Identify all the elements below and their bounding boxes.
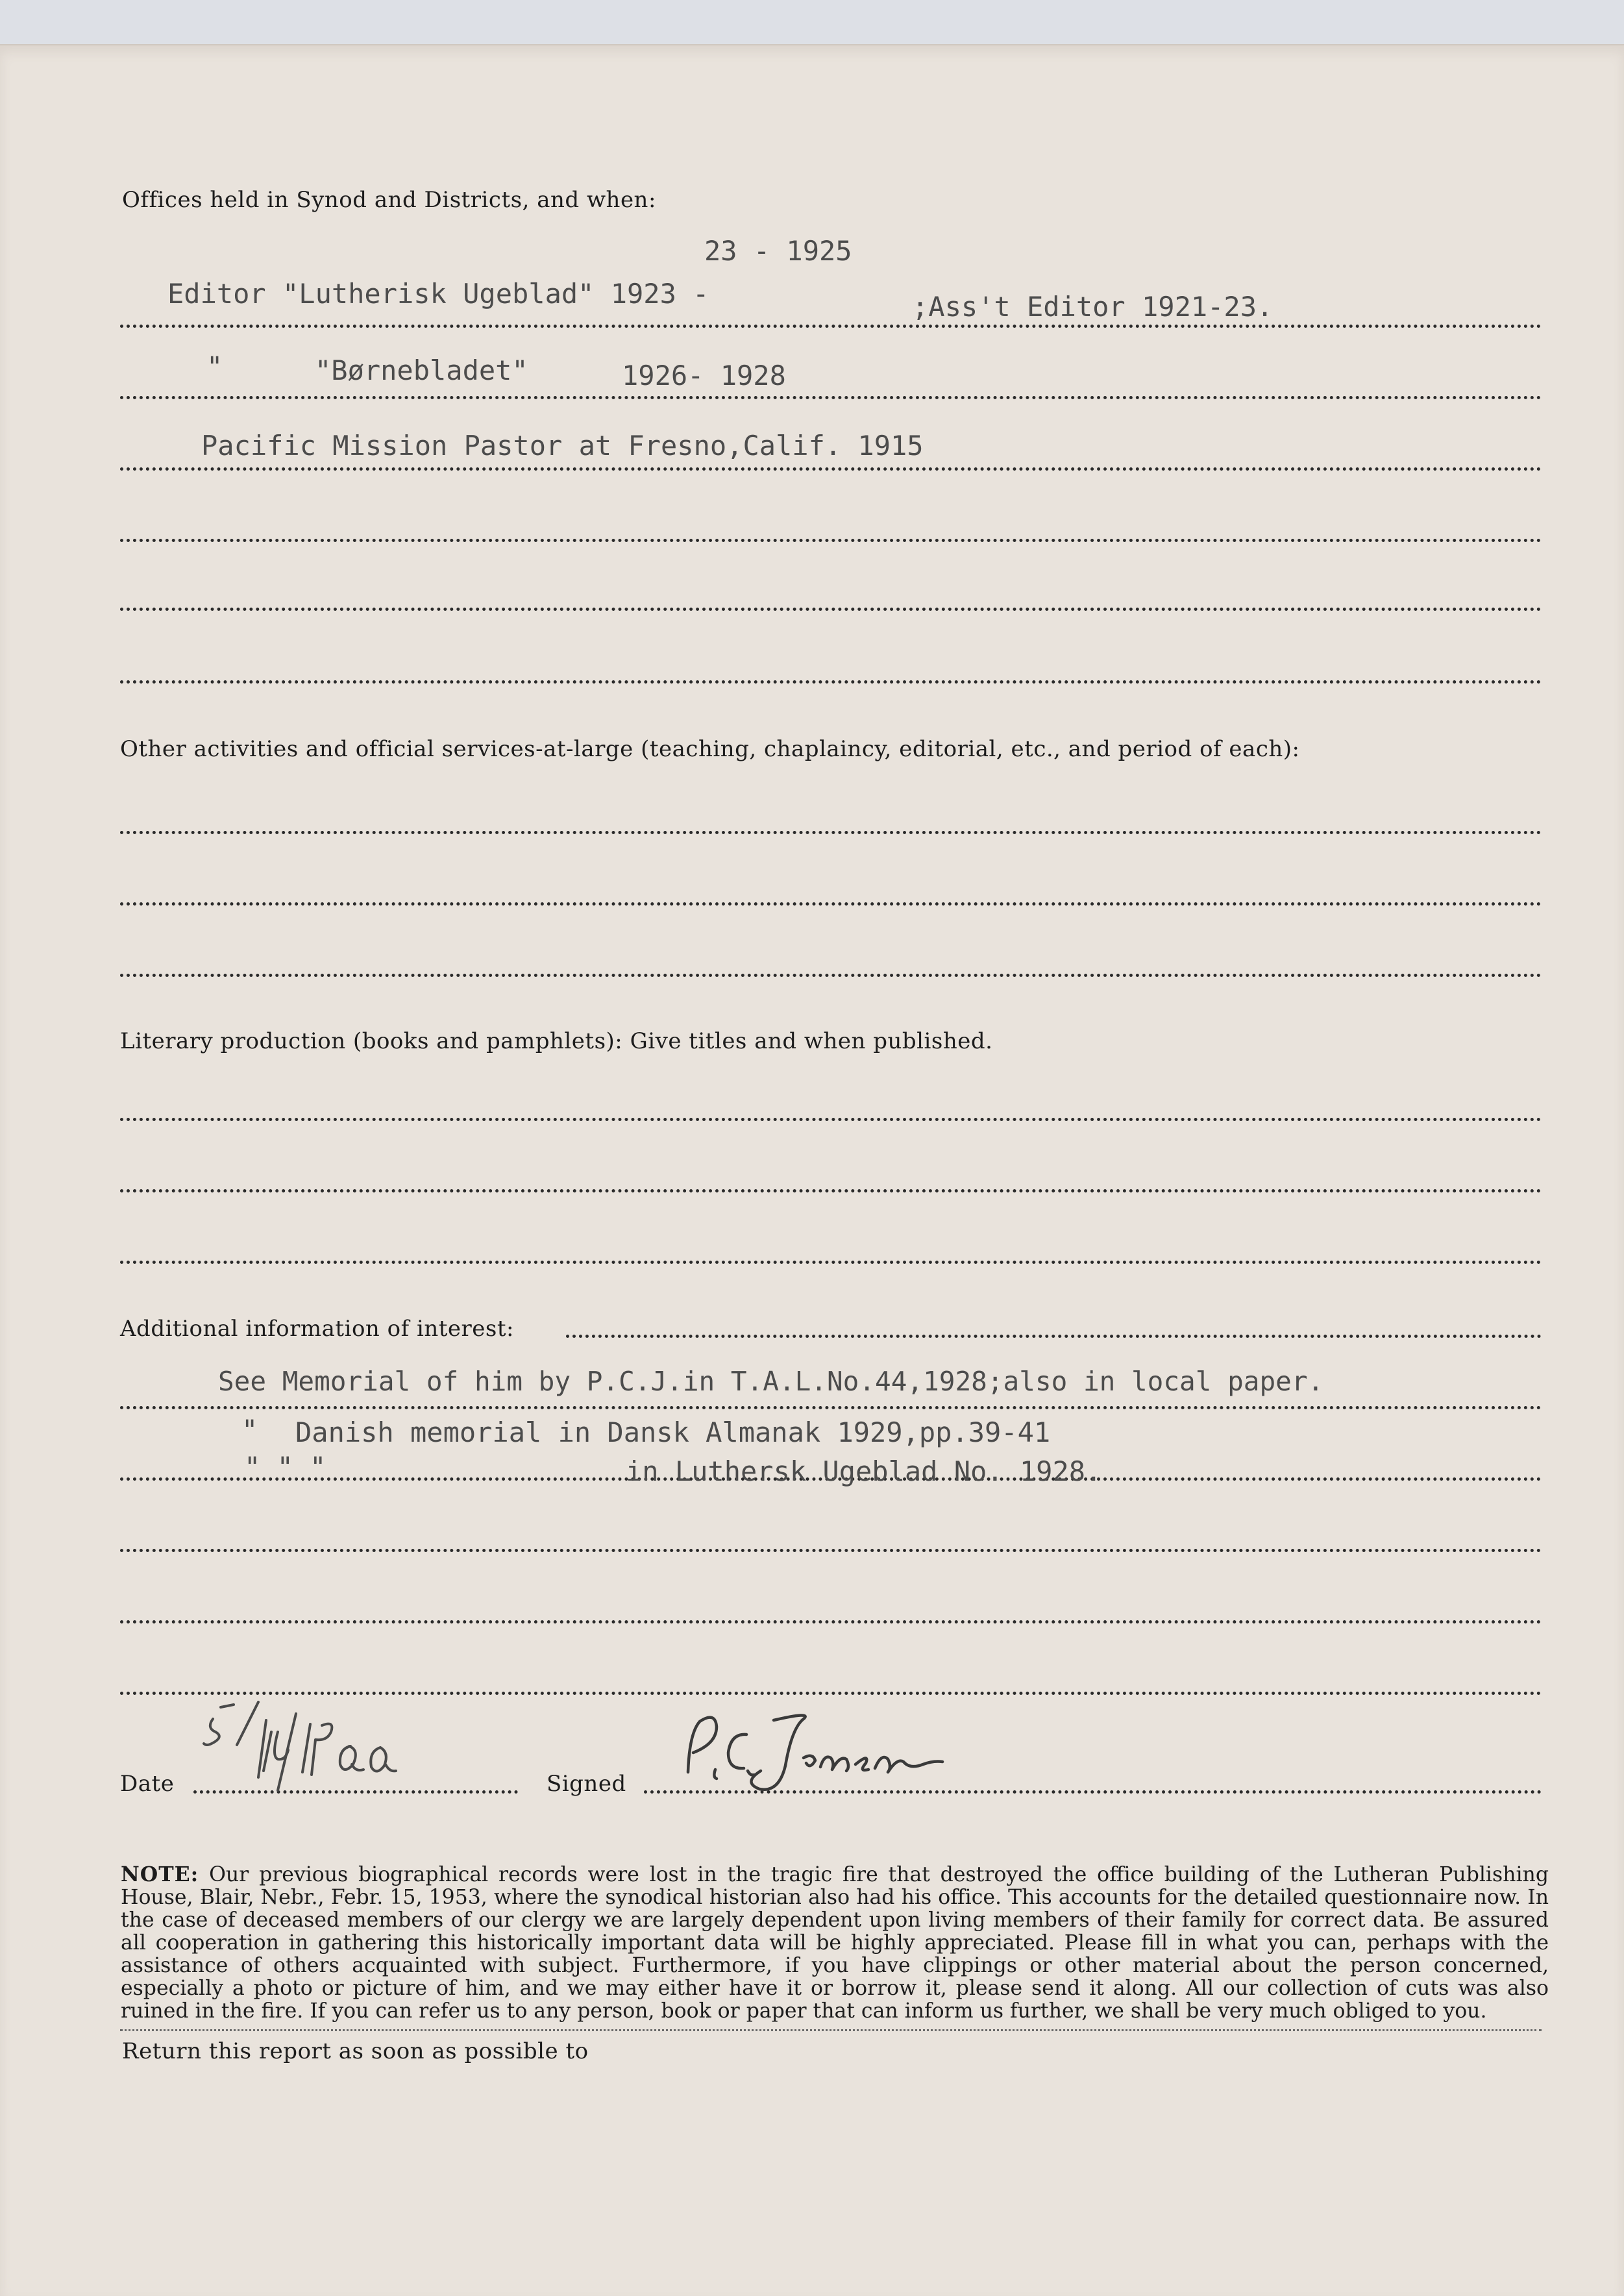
offices-label: Offices held in Synod and Districts, and when: bbox=[122, 187, 656, 213]
handwritten-signature bbox=[676, 1707, 955, 1805]
other-activities-line-3 bbox=[120, 974, 1542, 977]
additional-info-line-1 bbox=[120, 1406, 1542, 1409]
office-entry-2: "Børnebladet" bbox=[315, 354, 528, 386]
offices-line-3 bbox=[120, 467, 1542, 471]
additional-info-label: Additional information of interest: bbox=[120, 1316, 514, 1342]
svg-text:P.C. Jensen: P.C. Jensen bbox=[702, 1720, 710, 1721]
additional-info-line-3 bbox=[120, 1549, 1542, 1552]
literary-label: Literary production (books and pamphlets): Give titles and when published. bbox=[120, 1028, 993, 1054]
note-heading: NOTE: bbox=[121, 1862, 199, 1886]
offices-line-2 bbox=[120, 396, 1542, 399]
additional-info-line-0 bbox=[566, 1335, 1542, 1338]
form-page bbox=[0, 44, 1624, 2296]
offices-line-5 bbox=[120, 608, 1542, 611]
offices-line-6 bbox=[120, 680, 1542, 684]
return-label: Return this report as soon as possible to bbox=[122, 2038, 589, 2064]
office-entry-2-ditto: " bbox=[206, 351, 223, 382]
literary-line-1 bbox=[120, 1118, 1542, 1121]
office-entry-3: Pacific Mission Pastor at Fresno,Calif. 1915 bbox=[201, 430, 924, 462]
office-entry-1: Editor "Lutherisk Ugeblad" 1923 - bbox=[167, 278, 709, 310]
handwritten-date bbox=[201, 1694, 506, 1798]
additional-entry-2-ditto: " bbox=[241, 1414, 258, 1446]
additional-info-line-4 bbox=[120, 1620, 1542, 1623]
note-separator bbox=[120, 2029, 1542, 2031]
office-entry-1-correction: 23 - 1925 bbox=[704, 235, 852, 267]
offices-line-4 bbox=[120, 539, 1542, 542]
offices-line-1 bbox=[120, 325, 1542, 328]
literary-line-2 bbox=[120, 1189, 1542, 1192]
office-entry-2-years: 1926- 1928 bbox=[622, 360, 786, 391]
literary-line-3 bbox=[120, 1261, 1542, 1264]
additional-entry-3-dittos: " " " bbox=[244, 1451, 326, 1483]
other-activities-line-1 bbox=[120, 831, 1542, 834]
note-paragraph bbox=[121, 1863, 1549, 2023]
note-body: Our previous biographical records were lost in the tragic fire that destroyed the office building of the Lutheran Publishing House, Blair, Nebr., Febr. 15, 1953, where the synodical historian also had his office. This accounts for the detailed questionnaire now. In the case of deceased members of our clergy we are largely dependent upon living members of their family for correct data. Be assured all cooperation in gathering this historically important data will be highly appreciated. Please fill in what you can, perhaps with the assistance of others acquainted with subject. Furthermore, if you have clippings or other material about the person concerned, especially a photo or picture of him, and we may either have it or borrow it, please send it along. All our collection of cuts was also ruined in the fire. If you can refer us to any person, book or paper that can inform us further, we shall be very much obliged to you. bbox=[121, 1863, 1549, 2023]
additional-entry-3: in Luthersk Ugeblad No. 1928. bbox=[626, 1455, 1102, 1487]
additional-entry-2: Danish memorial in Dansk Almanak 1929,pp.39-41 bbox=[295, 1416, 1051, 1448]
signed-label: Signed bbox=[547, 1771, 626, 1797]
other-activities-label: Other activities and official services-at-large (teaching, chaplaincy, editorial, etc., and period of each): bbox=[120, 736, 1300, 762]
svg-text:5/16/1966: 5/16/1966 bbox=[227, 1710, 234, 1712]
other-activities-line-2 bbox=[120, 902, 1542, 906]
office-entry-1-right: ;Ass't Editor 1921-23. bbox=[912, 291, 1273, 323]
date-label: Date bbox=[120, 1771, 175, 1797]
additional-entry-1: See Memorial of him by P.C.J.in T.A.L.No.44,1928;also in local paper. bbox=[218, 1366, 1324, 1397]
